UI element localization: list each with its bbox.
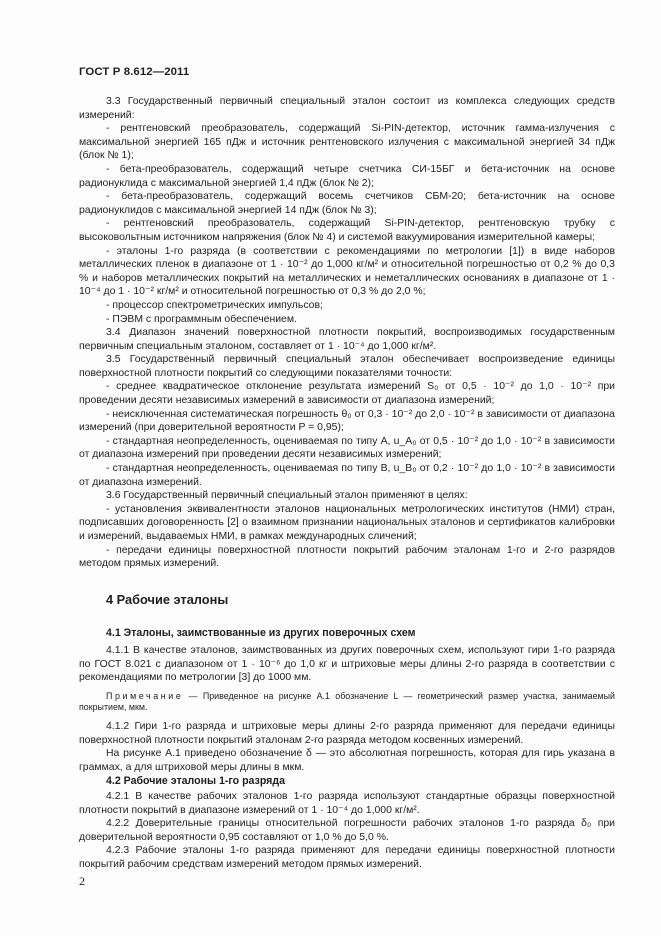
subsection-4-2-heading: 4.2 Рабочие эталоны 1-го разряда (106, 775, 285, 788)
list-item: - передачи единицы поверхностной плотности покрытий рабочим эталонам 1-го и 2-го разрядов методом прямых измерений. (79, 544, 615, 570)
list-item: - процессор спектрометрических импульсов; (106, 299, 323, 311)
document-body (79, 95, 615, 871)
paragraph-4-1-1: 4.1.1 В качестве эталонов, заимствованных из других поверочных схем, используют гири 1-го разряда по ГОСТ 8.021 с диапазоном от 1 · 10⁻⁶ до 1,0 кг и штриховые меры длины 2-го разряда в соответствии с рекомендациями по метрологии [3] до 1000 мм. (79, 644, 615, 684)
subsection-4-1-heading: 4.1 Эталоны, заимствованные из других поверочных схем (106, 627, 416, 640)
list-item: - неисключенная систематическая погрешность θ₀ от 0,3 · 10⁻² до 2,0 · 10⁻² в зависимости от диапазона измерений (при доверительной вероятности P = 0,95); (79, 408, 615, 434)
note (79, 691, 615, 714)
note-text: — Приведенное на рисунке А.1 обозначение L — геометрический размер участка, занимаемый покрытием, мкм. (79, 690, 615, 713)
paragraph-4-1-2: 4.1.2 Гири 1-го разряда и штриховые меры длины 2-го разряда применяют для передачи единицы поверхностной плотности покрытий эталонам 2-го разряда методом косвенных измерений. (79, 720, 615, 746)
document-header: ГОСТ Р 8.612—2011 (79, 66, 190, 78)
page-number: 2 (79, 874, 85, 888)
list-item: - эталоны 1-го разряда (в соответствии с рекомендациями по метрологии [1]) в виде наборов металлических пленок в диапазоне от 1 · 10⁻² до 1,000 кг/м² и относительной погрешностью от 0,2 % до 0,3 % и наборов металлических покрытий на металлических и неметаллических основаниях в диапазоне от 1 · 10⁻⁴ до 1 · 10⁻² кг/м² и относительной погрешностью от 0,3 % до 2,0 %; (79, 245, 615, 298)
list-item: - рентгеновский преобразователь, содержащий Si-PIN-детектор, рентгеновскую трубку с высоковольтным источником напряжения (блок № 4) и системой вакуумирования измерительной камеры; (79, 218, 615, 243)
list-item: - стандартная неопределенность, оцениваемая по типу А, u_A₀ от 0,5 · 10⁻² до 1,0 · 10⁻² в зависимости от диапазона измерений при проведении десяти независимых измерений; (79, 435, 615, 461)
section-4-heading: 4 Рабочие эталоны (106, 591, 229, 607)
paragraph-4-2-3: 4.2.3 Рабочие эталоны 1-го разряда применяют для передачи единицы поверхностной плотности покрытий рабочим средствам измерений методом прямых измерений. (79, 845, 615, 870)
paragraph-delta-note: На рисунке А.1 приведено обозначение δ — это абсолютная погрешность, которая для гирь указана в граммах, а для штриховой меры длины в мкм. (79, 748, 615, 773)
list-item: - установления эквивалентности эталонов национальных метрологических институтов (НМИ) стран, подписавших договоренность [2] о взаимном признании национальных эталонов и сертификатов калибровки и измерений, выдаваемых НМИ, в рамках международных сличений; (79, 503, 615, 542)
paragraph-3-4: 3.4 Диапазон значений поверхностной плотности покрытий, воспроизводимых государственным первичным специальным эталоном, составляет от 1 · 10⁻⁴ до 1,000 кг/м². (79, 327, 615, 352)
list-item: - стандартная неопределенность, оцениваемая по типу В, u_B₀ от 0,2 · 10⁻² до 1,0 · 10⁻² в зависимости от диапазона измерений. (79, 463, 615, 488)
list-item: - бета-преобразователь, содержащий четыре счетчика СИ-15БГ и бета-источник на основе радионуклида с максимальной энергией 1,4 пДж (блок № 2); (79, 163, 615, 189)
paragraph-3-6: 3.6 Государственный первичный специальный эталон применяют в целях: (106, 490, 468, 502)
list-item: - бета-преобразователь, содержащий восемь счетчиков СБМ-20; бета-источник на основе радионуклидов с максимальной энергией 14 пДж (блок № 3); (79, 191, 615, 216)
paragraph-3-5: 3.5 Государственный первичный специальный эталон обеспечивает воспроизведение единицы поверхностной плотности покрытий со следующими показателями точности: (79, 354, 615, 379)
list-item: - ПЭВМ с программным обеспечением. (106, 313, 297, 325)
paragraph-4-2-2: 4.2.2 Доверительные границы относительной погрешности рабочих эталонов 1-го разряда δ₀ при доверительной вероятности 0,95 составляют от 1,0 % до 5,0 %. (79, 818, 615, 843)
list-item: - среднее квадратическое отклонение результата измерений S₀ от 0,5 · 10⁻² до 1,0 · 10⁻² при проведении десяти независимых измерений в зависимости от диапазона измерений; (79, 381, 615, 407)
paragraph-3-3: 3.3 Государственный первичный специальный эталон состоит из комплекса следующих средств измерений: (79, 96, 615, 121)
note-label: Примечание (106, 690, 184, 701)
paragraph-4-2-1: 4.2.1 В качестве рабочих эталонов 1-го разряда используют стандартные образцы поверхностной плотности покрытий в диапазоне измерений от 1 · 10⁻⁴ до 1,000 кг/м². (79, 790, 615, 816)
list-item: - рентгеновский преобразователь, содержащий Si-PIN-детектор, источник гамма-излучения с максимальной энергией 165 пДж и источник рентгеновского излучения с максимальной энергией 34 пДж (блок № 1); (79, 123, 615, 162)
